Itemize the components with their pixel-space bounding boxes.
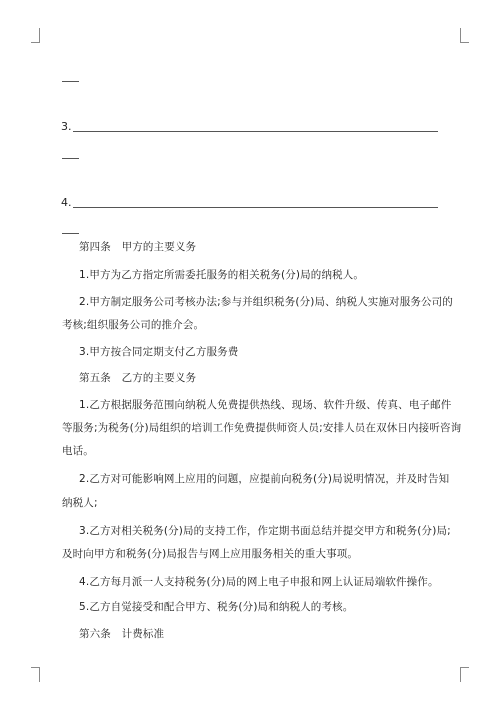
article-4-clause-2-line-2: 考核;组织服务公司的推介会。 [62, 319, 205, 331]
crop-mark-bottom-left [31, 667, 40, 682]
article-5-heading: 第五条 乙方的主要义务 [79, 372, 197, 384]
blank-item-4 [61, 195, 438, 209]
item-number: 4. [61, 196, 72, 209]
blank-line-continuation [62, 158, 79, 159]
item-number: 3. [61, 120, 72, 133]
article-5-clause-5: 5.乙方自觉接受和配合甲方、税务(分)局和纳税人的考核。 [79, 601, 354, 613]
blank-item-3 [61, 119, 438, 133]
crop-mark-top-left [31, 28, 40, 43]
article-5-clause-1-line-1: 1.乙方根据服务范围向纳税人免费提供热线、现场、软件升级、传真、电子邮件 [79, 399, 452, 411]
fill-in-line [73, 131, 439, 132]
article-6-heading: 第六条 计费标准 [79, 628, 165, 640]
crop-mark-bottom-right [460, 667, 469, 682]
crop-mark-top-right [460, 28, 469, 43]
article-4-clause-2-line-1: 2.甲方制定服务公司考核办法;参与并组织税务(分)局、纳税人实施对服务公司的 [79, 296, 453, 308]
article-5-clause-3-line-2: 及时向甲方和税务(分)局报告与网上应用服务相关的重大事项。 [62, 548, 359, 560]
article-4-clause-1: 1.甲方为乙方指定所需委托服务的相关税务(分)局的纳税人。 [79, 269, 365, 281]
article-5-clause-4: 4.乙方每月派一人支持税务(分)局的网上电子申报和网上认证局端软件操作。 [79, 576, 439, 588]
blank-line-continuation [62, 233, 79, 234]
article-4-clause-3: 3.甲方按合同定期支付乙方服务费 [79, 346, 239, 358]
article-5-clause-1-line-3: 电话。 [62, 445, 94, 457]
article-5-clause-2-line-2: 纳税人; [62, 497, 98, 509]
fill-in-line [73, 207, 439, 208]
article-5-clause-3-line-1: 3.乙方对相关税务(分)局的支持工作，作定期书面总结并提交甲方和税务(分)局; [79, 525, 451, 537]
article-4-heading: 第四条 甲方的主要义务 [79, 241, 197, 253]
article-5-clause-1-line-2: 等服务;为税务(分)局组织的培训工作免费提供师资人员;安排人员在双休日内接听咨询 [62, 422, 462, 434]
article-5-clause-2-line-1: 2.乙方对可能影响网上应用的问题，应提前向税务(分)局说明情况，并及时告知 [79, 473, 450, 485]
blank-line-continuation [62, 81, 79, 82]
